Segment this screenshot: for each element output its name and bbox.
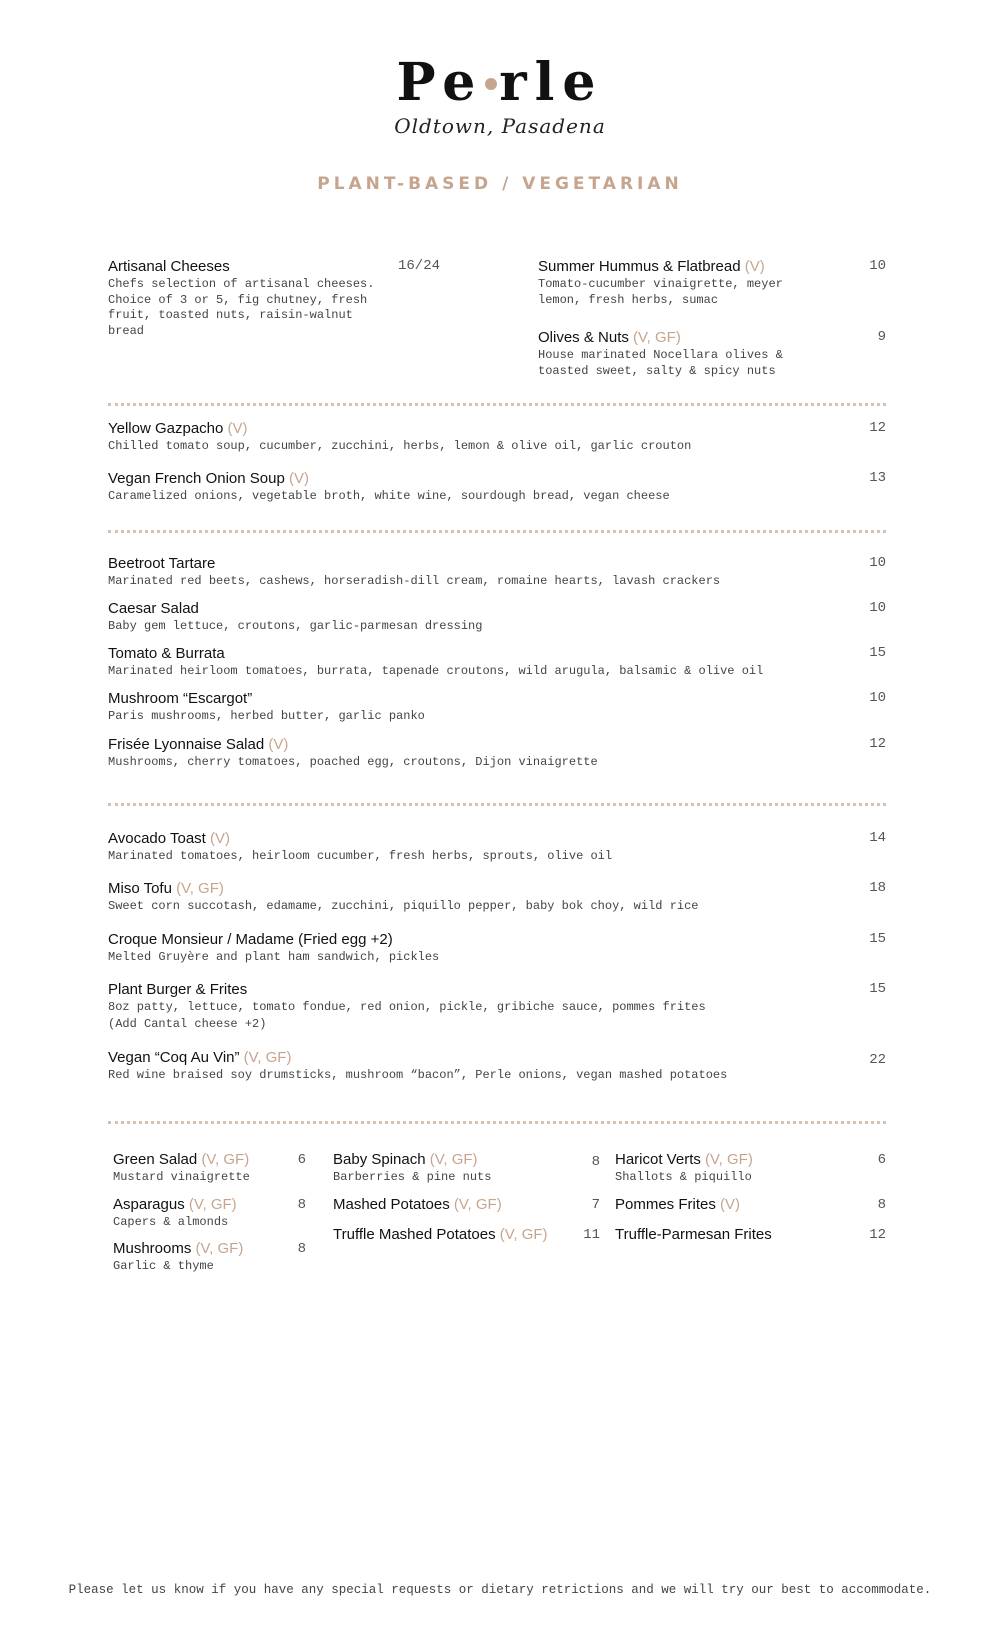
menu-item-caesar-salad: Caesar Salad Baby gem lettuce, croutons, garlic-parmesan dressing [108, 600, 483, 633]
price-plant-burger: 15 [869, 981, 886, 997]
side-item-asparagus: Asparagus (V, GF) Capers & almonds [113, 1196, 237, 1229]
price-haricot-verts: 6 [877, 1152, 886, 1168]
menu-item-frisee-salad: Frisée Lyonnaise Salad (V) Mushrooms, cherry tomatoes, poached egg, croutons, Dijon vinaigrette [108, 736, 598, 769]
side-item-mashed-potatoes: Mashed Potatoes (V, GF) [333, 1196, 502, 1213]
dietary-tag: (V, GF) [429, 1151, 478, 1168]
dietary-tag: (V, GF) [201, 1151, 250, 1168]
location-subtitle: Oldtown, Pasadena [394, 114, 606, 138]
dietary-tag: (V, GF) [243, 1049, 292, 1066]
price-croque: 15 [869, 931, 886, 947]
price-yellow-gazpacho: 12 [869, 420, 886, 436]
brand-logo: Pe rle [396, 52, 604, 113]
menu-item-beetroot-tartare: Beetroot Tartare Marinated red beets, cashews, horseradish-dill cream, romaine hearts, lavash crackers [108, 555, 721, 588]
menu-item-olives-nuts: Olives & Nuts (V, GF) House marinated Nocellara olives & toasted sweet, salty & spicy nuts [538, 329, 783, 378]
price-mashed-potatoes: 7 [591, 1197, 600, 1213]
price-green-salad: 6 [297, 1152, 306, 1168]
dietary-tag: (V) [288, 470, 309, 487]
dietary-tag: (V) [268, 736, 289, 753]
dietary-tag: (V, GF) [499, 1226, 548, 1243]
menu-item-coq-au-vin: Vegan “Coq Au Vin” (V, GF) Red wine braised soy drumsticks, mushroom “bacon”, Perle onions, vegan mashed potatoes [108, 1049, 728, 1082]
menu-item-avocado-toast: Avocado Toast (V) Marinated tomatoes, heirloom cucumber, fresh herbs, sprouts, olive oil [108, 830, 613, 863]
dietary-tag: (V, GF) [705, 1151, 753, 1168]
menu-item-summer-hummus: Summer Hummus & Flatbread (V) Tomato-cucumber vinaigrette, meyer lemon, fresh herbs, sumac [538, 258, 783, 307]
menu-item-yellow-gazpacho: Yellow Gazpacho (V) Chilled tomato soup, cucumber, zucchini, herbs, lemon & olive oil, garlic crouton [108, 420, 692, 453]
dotted-divider [108, 1121, 886, 1124]
dietary-tag: (V, GF) [188, 1196, 237, 1213]
price-mushroom-escargot: 10 [869, 690, 886, 706]
dietary-tag: (V) [744, 258, 765, 275]
price-miso-tofu: 18 [869, 880, 886, 896]
side-item-mushrooms: Mushrooms (V, GF) Garlic & thyme [113, 1240, 244, 1273]
side-item-truffle-frites: Truffle-Parmesan Frites [615, 1226, 772, 1243]
dietary-tag: (V, GF) [195, 1240, 244, 1257]
price-vegan-onion-soup: 13 [869, 470, 886, 486]
price-avocado-toast: 14 [869, 830, 886, 846]
price-coq-au-vin: 22 [869, 1052, 886, 1068]
price-asparagus: 8 [297, 1197, 306, 1213]
side-item-haricot-verts: Haricot Verts (V, GF) Shallots & piquillo [615, 1151, 753, 1184]
side-item-truffle-mashed: Truffle Mashed Potatoes (V, GF) [333, 1226, 548, 1243]
price-artisanal-cheeses: 16/24 [397, 258, 440, 274]
menu-item-artisanal-cheeses: Artisanal Cheeses Chefs selection of artisanal cheeses. Choice of 3 or 5, fig chutney, fresh fruit, toasted nuts, raisin-walnut bread [108, 258, 375, 338]
price-beetroot-tartare: 10 [869, 555, 886, 571]
price-olives-nuts: 9 [877, 329, 886, 345]
price-baby-spinach: 8 [591, 1154, 600, 1170]
footer-note: Please let us know if you have any special requests or dietary retrictions and we will try our best to accommodate. [68, 1583, 932, 1597]
dietary-tag: (V, GF) [453, 1196, 502, 1213]
menu-item-mushroom-escargot: Mushroom “Escargot” Paris mushrooms, herbed butter, garlic panko [108, 690, 425, 723]
menu-item-miso-tofu: Miso Tofu (V, GF) Sweet corn succotash, edamame, zucchini, piquillo pepper, baby bok choy, wild rice [108, 880, 699, 913]
section-title: PLANT-BASED / VEGETARIAN [317, 174, 683, 194]
price-pommes-frites: 8 [877, 1197, 886, 1213]
logo-dot [485, 78, 497, 90]
price-truffle-mashed: 11 [583, 1227, 600, 1243]
dietary-tag: (V, GF) [633, 329, 681, 346]
dotted-divider [108, 530, 886, 533]
side-item-green-salad: Green Salad (V, GF) Mustard vinaigrette [113, 1151, 250, 1184]
dietary-tag: (V, GF) [176, 880, 224, 897]
price-mushrooms: 8 [297, 1241, 306, 1257]
price-frisee-salad: 12 [869, 736, 886, 752]
menu-item-vegan-onion-soup: Vegan French Onion Soup (V) Caramelized onions, vegetable broth, white wine, sourdough bread, vegan cheese [108, 470, 670, 503]
dietary-tag: (V) [227, 420, 248, 437]
side-item-baby-spinach: Baby Spinach (V, GF) Barberries & pine nuts [333, 1151, 492, 1184]
price-truffle-frites: 12 [869, 1227, 886, 1243]
price-caesar-salad: 10 [869, 600, 886, 616]
menu-item-tomato-burrata: Tomato & Burrata Marinated heirloom tomatoes, burrata, tapenade croutons, wild arugula, balsamic & olive oil [108, 645, 764, 678]
dotted-divider [108, 403, 886, 406]
menu-item-croque: Croque Monsieur / Madame (Fried egg +2) Melted Gruyère and plant ham sandwich, pickles [108, 931, 440, 964]
price-summer-hummus: 10 [869, 258, 886, 274]
dotted-divider [108, 803, 886, 806]
dietary-tag: (V) [210, 830, 231, 847]
side-item-pommes-frites: Pommes Frites (V) [615, 1196, 741, 1213]
price-tomato-burrata: 15 [869, 645, 886, 661]
dietary-tag: (V) [720, 1196, 741, 1213]
menu-item-plant-burger: Plant Burger & Frites 8oz patty, lettuce, tomato fondue, red onion, pickle, gribiche sauce, pommes frites (Add Cantal cheese +2) [108, 981, 706, 1031]
